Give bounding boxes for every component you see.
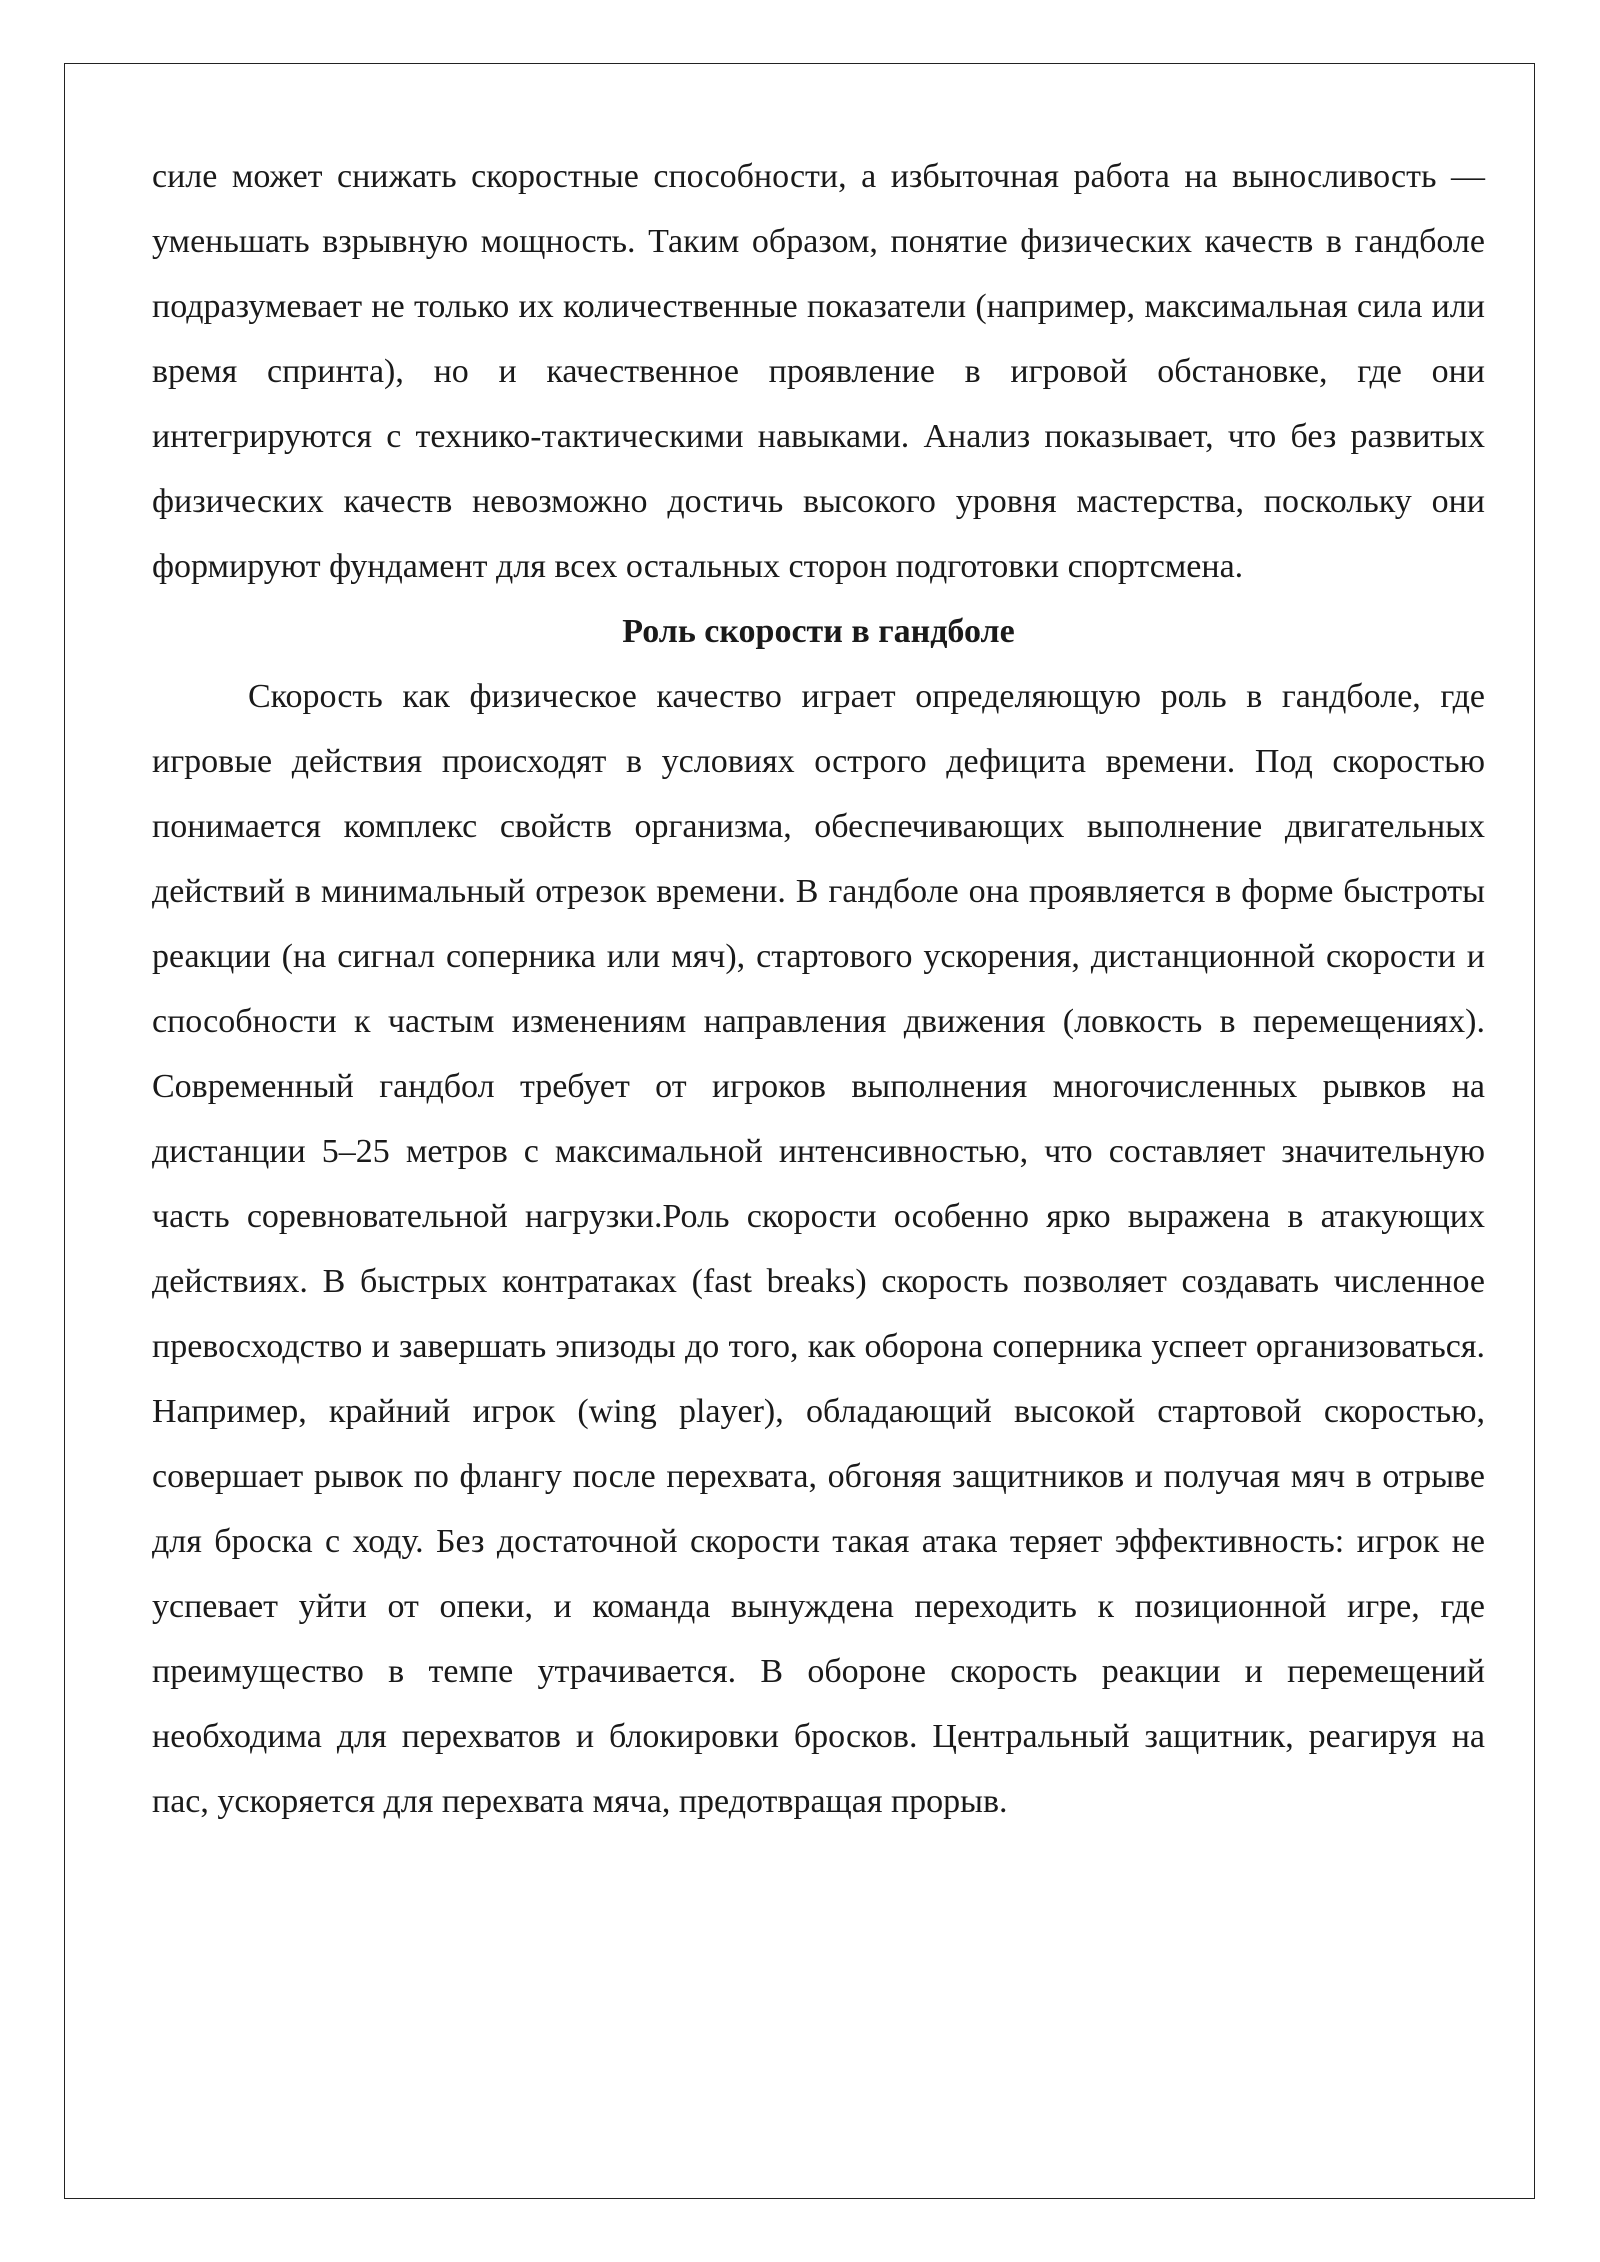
paragraph-speed-role: Скорость как физическое качество играет определяющую роль в гандболе, где игровые действия происходят в условиях острого дефицита времени. Под скоростью понимается комплекс свойств организма, обеспечивающих выполнение двигательных действий в минимальный отрезок времени. В гандболе она проявляется в форме быстроты реакции (на сигнал соперника или мяч), стартового ускорения, дистанционной скорости и способности к частым изменениям направления движения (ловкость в перемещениях). Современный гандбол требует от игроков выполнения многочисленных рывков на дистанции 5–25 метров с максимальной интенсивностью, что составляет значительную часть соревновательной нагрузки.Роль скорости особенно ярко выражена в атакующих действиях. В быстрых контратаках (fast breaks) скорость позволяет создавать численное превосходство и завершать эпизоды до того, как оборона соперника успеет организоваться. Например, крайний игрок (wing player), обладающий высокой стартовой скоростью, совершает рывок по флангу после перехвата, обгоняя защитников и получая мяч в отрыве для броска с ходу. Без достаточной скорости такая атака теряет эффективность: игрок не успевает уйти от опеки, и команда вынуждена переходить к позиционной игре, где преимущество в темпе утрачивается. В обороне скорость реакции и перемещений необходима для перехватов и блокировки бросков. Центральный защитник, реагируя на пас, ускоряется для перехвата мяча, предотвращая прорыв. (152, 678, 1485, 1820)
document-body (152, 144, 1485, 1834)
paragraph-continuation: силе может снижать скоростные способности, а избыточная работа на выносливость — уменьшать взрывную мощность. Таким образом, понятие физических качеств в гандболе подразумевает не только их количественные показатели (например, максимальная сила или время спринта), но и качественное проявление в игровой обстановке, где они интегрируются с технико-тактическими навыками. Анализ показывает, что без развитых физических качеств невозможно достичь высокого уровня мастерства, поскольку они формируют фундамент для всех остальных сторон подготовки спортсмена. (152, 158, 1485, 585)
section-heading: Роль скорости в гандболе (622, 613, 1015, 650)
